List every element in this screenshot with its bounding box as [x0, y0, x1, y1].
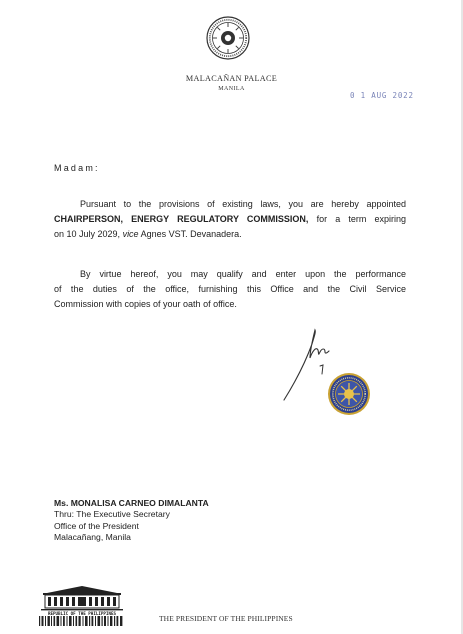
paragraph-line	[54, 212, 406, 227]
paragraph-text: on 10 July 2029,	[54, 229, 123, 240]
dry-seal-icon	[327, 372, 371, 416]
addressee-block	[54, 498, 209, 544]
palace-logo-icon	[37, 584, 127, 628]
addressee-office: Office of the President	[54, 520, 139, 531]
paragraph-text: Agnes VST. Devanadera.	[138, 229, 242, 240]
name-text: MONALISA CARNEO DIMALANTA	[70, 498, 209, 508]
vice-word: vice	[122, 229, 139, 240]
footer-title: THE PRESIDENT OF THE PHILIPPINES	[159, 614, 293, 623]
paragraph-line	[54, 227, 406, 242]
paragraph-line: By virtue hereof, you may qualify and enter upon the performance	[80, 269, 406, 279]
presidential-seal-icon	[206, 16, 250, 60]
name-prefix: Ms.	[54, 498, 71, 508]
addressee-name	[54, 498, 209, 509]
date-stamp: 0 1 AUG 2022	[350, 91, 414, 100]
paragraph-line: Pursuant to the provisions of existing laws, you are hereby appointed	[80, 199, 406, 209]
paragraph-line: of the duties of the office, furnishing this Office and the Civil Service	[54, 284, 406, 295]
addressee-location: Malacañang, Manila	[54, 532, 131, 543]
authority-paragraph	[54, 267, 406, 313]
salutation: Madam:	[54, 163, 100, 173]
paragraph-line: Commission with copies of your oath of office.	[54, 299, 237, 310]
paragraph-text: for a term expiring	[308, 214, 407, 225]
appointment-paragraph	[54, 197, 406, 243]
position-title: CHAIRPERSON, ENERGY REGULATORY COMMISSION,	[54, 214, 309, 225]
logo-caption: REPUBLIC OF THE PHILIPPINES	[47, 611, 117, 616]
addressee-thru: Thru: The Executive Secretary	[54, 509, 170, 520]
palace-city: MANILA	[218, 86, 245, 92]
palace-name: MALACAÑAN PALACE	[185, 74, 278, 83]
